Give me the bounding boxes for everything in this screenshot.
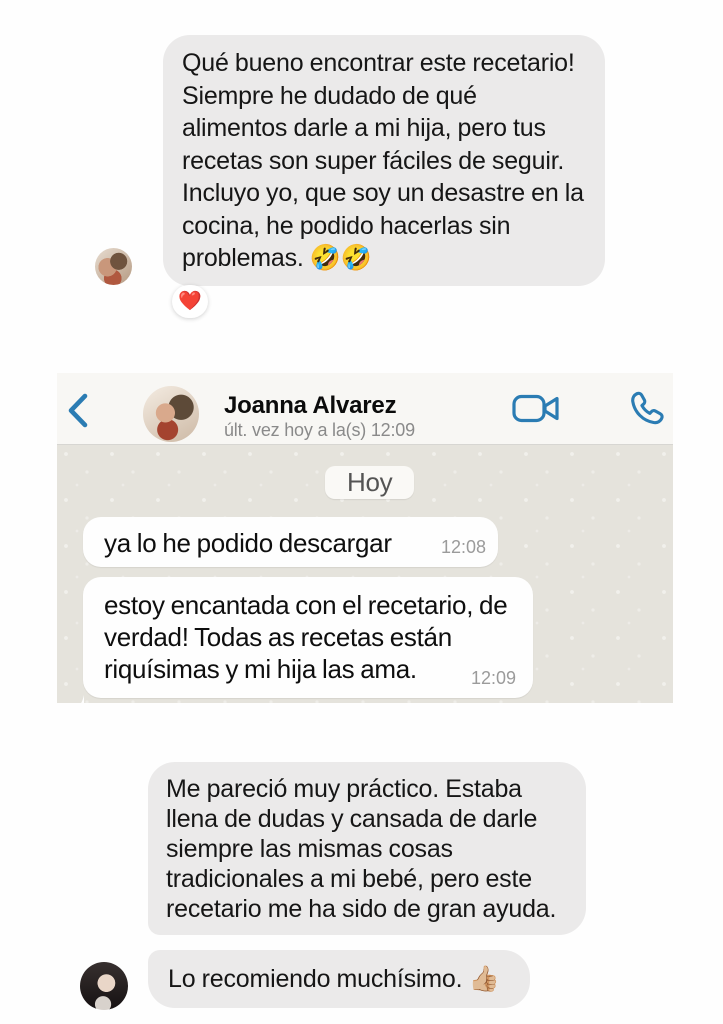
heart-reaction-badge — [172, 285, 208, 318]
message-time: 12:08 — [440, 537, 486, 557]
date-divider — [325, 466, 414, 499]
whatsapp-header — [57, 373, 673, 445]
message-text: ya lo he podido descargar — [104, 528, 392, 558]
sender-avatar — [80, 962, 128, 1010]
whatsapp-screenshot — [57, 373, 673, 703]
video-call-icon[interactable] — [512, 393, 560, 424]
voice-call-icon[interactable] — [627, 389, 665, 427]
message-bubble — [148, 762, 586, 935]
incoming-message-1 — [83, 517, 498, 567]
message-text: estoy encantada con el recetario, de verdad! Todas as recetas están riquísimas y mi hija las ama. — [104, 590, 508, 684]
date-divider-label: Hoy — [347, 467, 393, 497]
bubble-tail — [75, 684, 84, 698]
message-bubble — [163, 35, 605, 286]
message-bubble — [148, 950, 530, 1008]
contact-name[interactable]: Joanna Alvarez — [224, 392, 397, 419]
sender-avatar — [95, 248, 132, 285]
message-time: 12:09 — [470, 668, 516, 688]
message-text: Me pareció muy práctico. Estaba llena de dudas y cansada de darle siempre las mismas cosas tradicionales a mi bebé, pero este recetario me ha sido de gran ayuda. — [166, 775, 557, 923]
back-chevron-icon[interactable] — [65, 393, 90, 428]
chat-area — [57, 445, 673, 703]
message-text: Lo recomiendo muchísimo. 👍🏼 — [168, 964, 500, 993]
message-text: Qué bueno encontrar este recetario! Siempre he dudado de qué alimentos darle a mi hija, pero tus recetas son super fáciles de seguir. Incluyo yo, que soy un desastre en la cocina, he podido hacerlas sin problemas. 🤣🤣 — [182, 49, 584, 272]
incoming-message-2 — [83, 577, 533, 698]
heart-emoji: ❤️ — [178, 291, 202, 312]
contact-avatar[interactable] — [143, 386, 199, 442]
last-seen-status: últ. vez hoy a la(s) 12:09 — [224, 420, 415, 440]
